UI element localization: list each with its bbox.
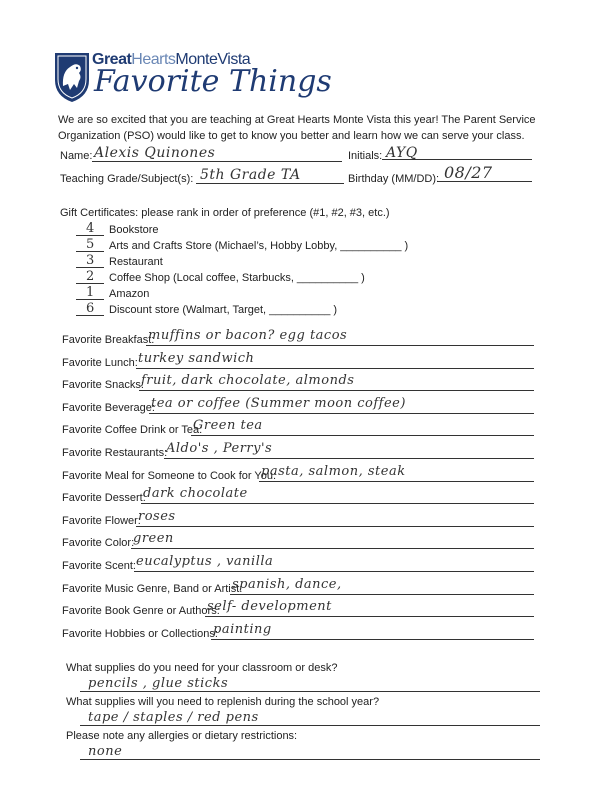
favorite-label: Favorite Scent:	[62, 560, 136, 572]
gift-rank-value[interactable]: 5	[86, 237, 95, 252]
birthday-value[interactable]: 08/27	[444, 163, 493, 182]
lion-shield-crest-icon	[52, 50, 92, 104]
favorite-underline	[205, 616, 534, 617]
question-underline	[80, 759, 540, 760]
gift-rank-underline	[76, 251, 104, 252]
grade-label: Teaching Grade/Subject(s):	[60, 173, 194, 185]
favorite-label: Favorite Flower:	[62, 514, 141, 527]
favorite-label: Favorite Color:	[62, 537, 135, 550]
intro-line-1: We are so excited that you are teaching at Great Hearts Monte Vista this year! The Parent Service	[58, 114, 536, 126]
favorite-underline	[139, 390, 534, 391]
gift-rank-value[interactable]: 1	[86, 285, 95, 300]
favorite-value[interactable]: Green tea	[193, 418, 263, 434]
favorite-value[interactable]: roses	[138, 508, 176, 524]
favorite-value[interactable]: dark chocolate	[143, 486, 248, 502]
favorite-label: Favorite Lunch:	[62, 356, 138, 369]
favorite-underline	[211, 639, 534, 640]
favorite-label: Favorite Meal for Someone to Cook for You:	[62, 469, 277, 482]
birthday-label: Birthday (MM/DD):	[348, 173, 440, 185]
gift-item-label: Coffee Shop (Local coffee, Starbucks, __________ )	[109, 272, 365, 284]
brand-montevista: MonteVista	[175, 51, 251, 68]
gift-heading: Gift Certificates: please rank in order of preference (#1, #2, #3, etc.)	[60, 207, 390, 219]
favorite-underline	[164, 458, 534, 459]
favorite-label: Favorite Coffee Drink or Tea:	[62, 424, 203, 437]
name-value[interactable]: Alexis Quinones	[94, 145, 216, 161]
favorite-value[interactable]: Aldo's , Perry's	[166, 441, 273, 456]
form-title: Favorite Things	[94, 64, 332, 99]
favorite-value[interactable]: tea or coffee (Summer moon coffee)	[151, 395, 406, 411]
gift-rank-value[interactable]: 4	[86, 221, 95, 236]
favorite-label: Favorite Beverage:	[62, 401, 155, 414]
favorite-label: Favorite Music Genre, Band or Artist:	[62, 582, 243, 595]
grade-value[interactable]: 5th Grade TA	[200, 167, 301, 183]
gift-rank-underline	[76, 283, 104, 284]
logo-block	[52, 50, 332, 106]
favorite-underline	[259, 481, 534, 482]
intro-line-2: Organization (PSO) would like to get to know you better and learn how we can serve your class.	[58, 130, 525, 142]
intro-text	[58, 112, 558, 144]
gift-rank-underline	[76, 267, 104, 268]
favorite-underline	[136, 368, 534, 369]
gift-rank-value[interactable]: 2	[86, 269, 95, 284]
question-label: What supplies do you need for your classroom or desk?	[66, 662, 338, 674]
gift-item-label: Discount store (Walmart, Target, __________ )	[109, 304, 338, 316]
favorite-underline	[141, 503, 534, 504]
question-label: Please note any allergies or dietary restrictions:	[66, 730, 298, 742]
initials-underline	[382, 159, 532, 160]
gift-item-label: Amazon	[109, 288, 150, 300]
favorite-label: Favorite Snacks:	[62, 379, 144, 392]
favorite-value[interactable]: green	[133, 531, 174, 547]
favorite-label: Favorite Restaurants:	[62, 447, 168, 459]
gift-item-label: Restaurant	[109, 256, 163, 268]
gift-item-label: Arts and Crafts Store (Michael’s, Hobby Lobby, __________ )	[109, 240, 409, 252]
favorite-underline	[149, 413, 534, 414]
question-label: What supplies will you need to replenish during the school year?	[66, 696, 380, 708]
favorite-value[interactable]: self- development	[207, 599, 332, 615]
name-underline	[92, 161, 342, 162]
favorite-underline	[191, 435, 534, 436]
favorite-value[interactable]: pasta, salmon, steak	[261, 463, 406, 479]
favorite-value[interactable]: spanish, dance,	[232, 576, 342, 592]
favorite-value[interactable]: muffins or bacon? egg tacos	[148, 328, 348, 343]
question-answer[interactable]: none	[88, 744, 123, 759]
favorite-label: Favorite Hobbies or Collections:	[62, 627, 218, 640]
favorite-value[interactable]: eucalyptus , vanilla	[136, 554, 274, 569]
birthday-underline	[438, 181, 532, 182]
initials-value[interactable]: AYQ	[386, 145, 418, 161]
favorite-underline	[134, 571, 534, 572]
gift-rank-value[interactable]: 3	[86, 253, 95, 268]
question-underline	[80, 691, 540, 692]
gift-rank-value[interactable]: 6	[86, 301, 95, 316]
favorite-underline	[136, 526, 534, 527]
favorite-underline	[230, 594, 534, 595]
favorite-value[interactable]: painting	[213, 621, 272, 637]
name-label: Name:	[60, 150, 93, 162]
favorite-label: Favorite Book Genre or Authors:	[62, 605, 220, 618]
question-answer[interactable]: tape / staples / red pens	[88, 710, 259, 725]
brand-great: Great	[92, 51, 132, 68]
favorite-underline	[146, 345, 534, 346]
favorite-underline	[131, 548, 534, 549]
favorite-value[interactable]: fruit, dark chocolate, almonds	[141, 373, 355, 389]
gift-rank-underline	[76, 235, 104, 236]
favorite-label: Favorite Dessert:	[62, 492, 146, 505]
gift-rank-underline	[76, 299, 104, 300]
favorite-label: Favorite Breakfast:	[62, 334, 155, 346]
question-underline	[80, 725, 540, 726]
favorite-value[interactable]: turkey sandwich	[138, 350, 255, 366]
grade-underline	[196, 183, 344, 184]
question-answer[interactable]: pencils , glue sticks	[88, 676, 229, 691]
gift-rank-underline	[76, 315, 104, 316]
initials-label: Initials:	[348, 150, 383, 162]
brand-hearts: Hearts	[131, 51, 176, 68]
gift-item-label: Bookstore	[109, 224, 159, 236]
